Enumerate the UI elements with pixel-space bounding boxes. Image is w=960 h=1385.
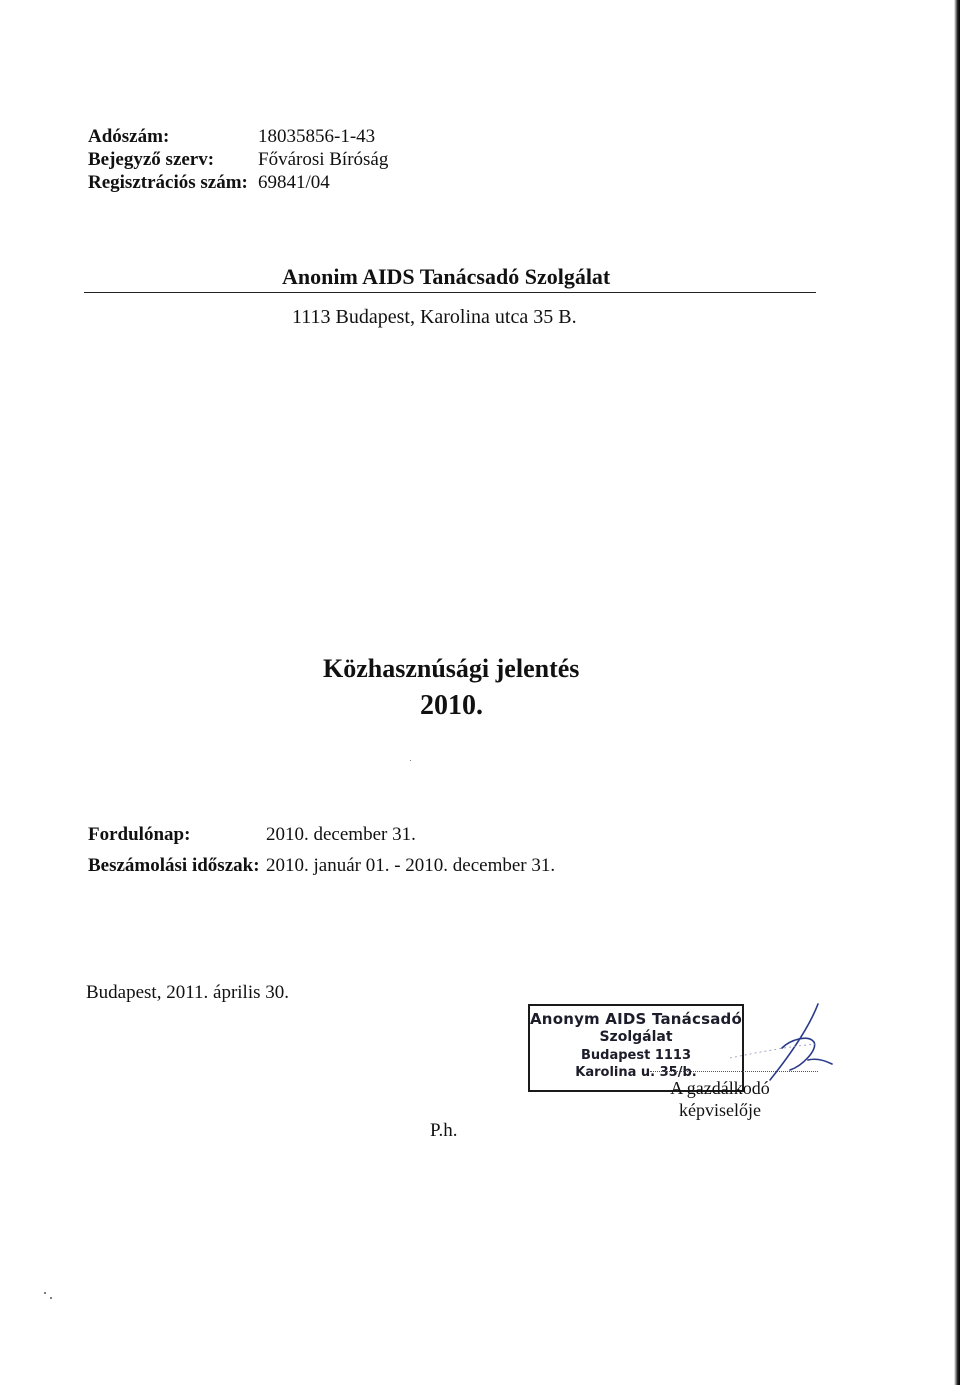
signer-line-1: A gazdálkodó <box>670 1078 770 1098</box>
scan-edge <box>954 0 960 1385</box>
registrar-value: Fővárosi Bíróság <box>258 149 389 170</box>
scan-speck <box>44 1292 46 1294</box>
signer-caption <box>660 1078 780 1121</box>
reg-number-label: Regisztrációs szám: <box>88 172 248 193</box>
stamp-line-2: Szolgálat <box>599 1028 673 1045</box>
registrar-label: Bejegyző szerv: <box>88 149 215 170</box>
report-year: 2010. <box>420 690 483 721</box>
reporting-period-label: Beszámolási időszak: <box>88 855 260 876</box>
stamp-line-4: Karolina u. 35/b. <box>575 1064 697 1080</box>
tax-number-value: 18035856-1-43 <box>258 126 376 147</box>
place-date: Budapest, 2011. április 30. <box>86 982 289 1003</box>
header-rule <box>84 292 816 293</box>
signer-line-2: képviselője <box>679 1099 761 1120</box>
tax-number-label: Adószám: <box>88 126 170 147</box>
organization-name: Anonim AIDS Tanácsadó Szolgálat <box>282 264 611 289</box>
signature-mark <box>690 1000 840 1090</box>
organization-address: 1113 Budapest, Karolina utca 35 B. <box>292 306 577 328</box>
reg-number-value: 69841/04 <box>258 172 330 193</box>
stamp-line-3: Budapest 1113 <box>580 1048 692 1064</box>
reporting-period-value: 2010. január 01. - 2010. december 31. <box>266 855 556 876</box>
scan-speck <box>50 1297 52 1299</box>
balance-date-label: Fordulónap: <box>88 824 191 845</box>
stamp-line-1: Anonym AIDS Tanácsadó <box>530 1010 742 1028</box>
seal-placeholder-label: P.h. <box>430 1120 458 1141</box>
report-title: Közhasznúsági jelentés <box>323 654 580 683</box>
scan-speck <box>410 760 411 761</box>
balance-date-value: 2010. december 31. <box>266 824 416 845</box>
